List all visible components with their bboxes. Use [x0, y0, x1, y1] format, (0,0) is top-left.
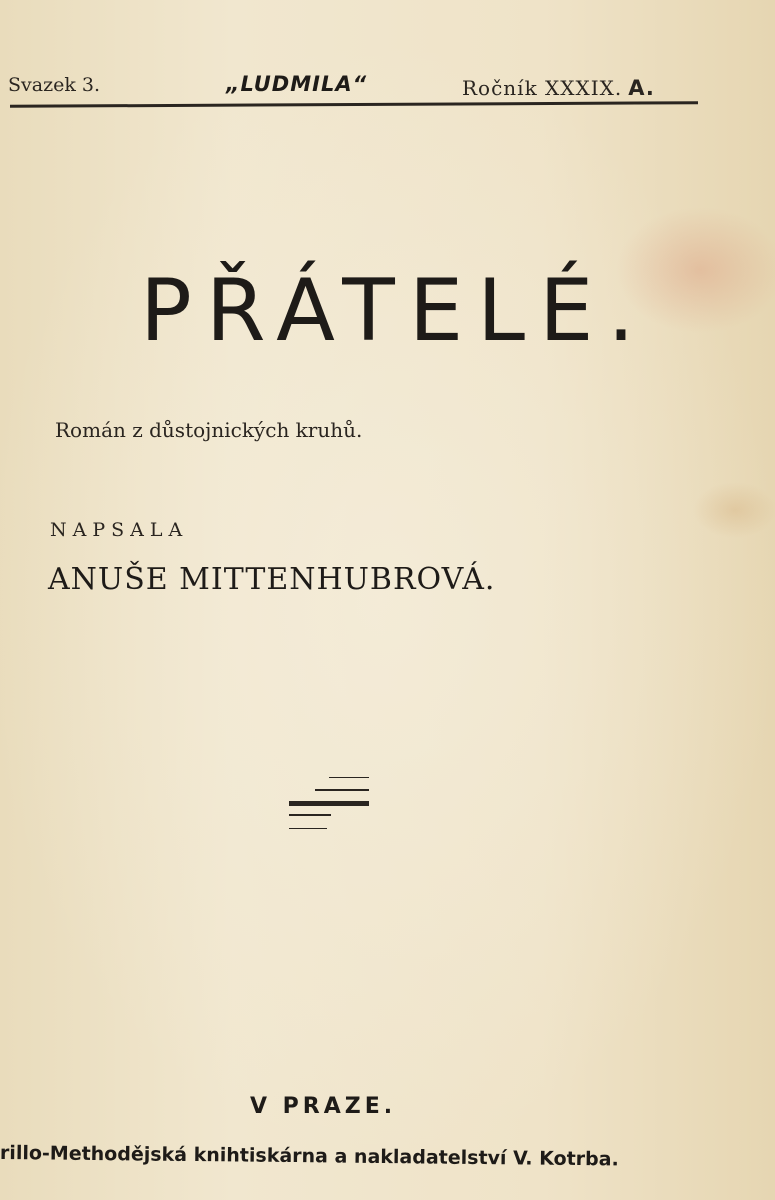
author-name: ANUŠE MITTENHUBROVÁ. [48, 562, 496, 597]
series-header [0, 0, 775, 120]
book-subtitle: Román z důstojnických kruhů. [55, 418, 363, 442]
decorative-rule-ornament [285, 775, 375, 835]
byline-label: NAPSALA [50, 519, 189, 541]
volume-number: Svazek 3. [8, 74, 101, 96]
series-name: „LUDMILA“ [226, 72, 368, 96]
year-label: Ročník XXXIX. [462, 76, 623, 100]
volume-year [462, 76, 655, 100]
header-rule [10, 101, 698, 108]
publisher-line: rillo-Methodějská knihtiskárna a nakladatelství V. Kotrba. [0, 1142, 619, 1171]
publication-place: V PRAZE. [250, 1094, 397, 1119]
edition-letter: A. [628, 76, 655, 100]
book-title: PŘÁTELÉ. [140, 261, 649, 361]
